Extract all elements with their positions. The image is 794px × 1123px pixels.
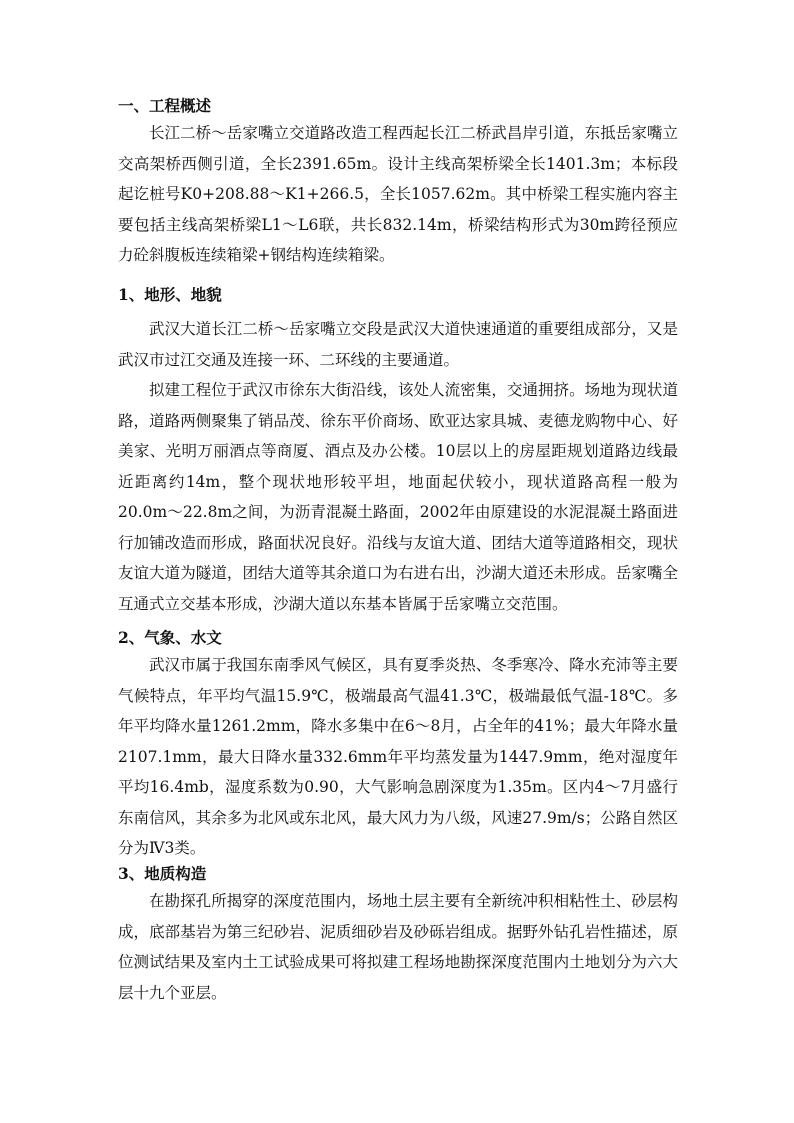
section-heading-overview: 一、工程概述 — [118, 97, 212, 115]
section-heading-climate: 2、气象、水文 — [118, 628, 222, 647]
terrain-paragraph-2: 拟建工程位于武汉市徐东大街沿线，该处人流密集，交通拥挤。场地为现状道路，道路两侧聚集了销品茂、徐东平价商场、欧亚达家具城、麦德龙购物中心、好美家、光明万丽酒点等商厦、酒点及办公楼。10层以上的房屋距规划道路边线最近距离约14m，整个现状地形较平坦，地面起伏较小，现状道路高程一般为20.0m～22.8m之间，为沥青混凝土路面，2002年由原建设的水泥混凝土路面进行加铺改造而形成，路面状况良好。沿线与友谊大道、团结大道等道路相交，现状友谊大道为隧道，团结大道等其余道口为右进右出，沙湖大道还未形成。岳家嘴全互通式立交基本形成，沙湖大道以东基本皆属于岳家嘴立交范围。 — [118, 381, 678, 613]
section-climate — [118, 650, 678, 864]
overview-paragraph: 长江二桥～岳家嘴立交道路改造工程西起长江二桥武昌岸引道，东抵岳家嘴立交高架桥西侧引道，全长2391.65m。设计主线高架桥梁全长1401.3m；本标段起讫桩号K0+208.88～K1+266.5，全长1057.62m。其中桥梁工程实施内容主要包括主线高架桥梁L1～L6联，共长832.14m，桥梁结构形式为30m跨径预应力砼斜腹板连续箱梁+钢结构连续箱梁。 — [118, 124, 678, 264]
section-heading-geology: 3、地质构造 — [118, 864, 207, 883]
terrain-paragraph-1: 武汉大道长江二桥～岳家嘴立交段是武汉大道快速通道的重要组成部分，又是武汉市过江交通及连接一环、二环线的主要通道。 — [118, 320, 678, 369]
section-terrain — [118, 314, 678, 619]
climate-paragraph: 武汉市属于我国东南季风气候区，具有夏季炎热、冬季寒冷、降水充沛等主要气候特点，年平均气温15.9℃，极端最高气温41.3℃，极端最低气温-18℃。多年平均降水量1261.2mm，降水多集中在6～8月，占全年的41%；最大年降水量2107.1mm，最大日降水量332.6mm年平均蒸发量为1447.9mm，绝对湿度年平均16.4mb，湿度系数为0.90，大气影响急剧深度为1.35m。区内4～7月盛行东南信风，其余多为北风或东北风，最大风力为八级，风速27.9m/s；公路自然区分为Ⅳ3类。 — [118, 656, 678, 857]
geology-paragraph: 在勘探孔所揭穿的深度范围内，场地土层主要有全新统冲积相粘性土、砂层构成，底部基岩为第三纪砂岩、泥质细砂岩及砂砾岩组成。据野外钻孔岩性描述，原位测试结果及室内土工试验成果可将拟建工程场地勘探深度范围内土地划分为六大层十九个亚层。 — [118, 892, 678, 1002]
section-geology — [118, 886, 678, 1008]
section-overview — [118, 118, 678, 271]
section-heading-terrain: 1、地形、地貌 — [118, 285, 222, 304]
